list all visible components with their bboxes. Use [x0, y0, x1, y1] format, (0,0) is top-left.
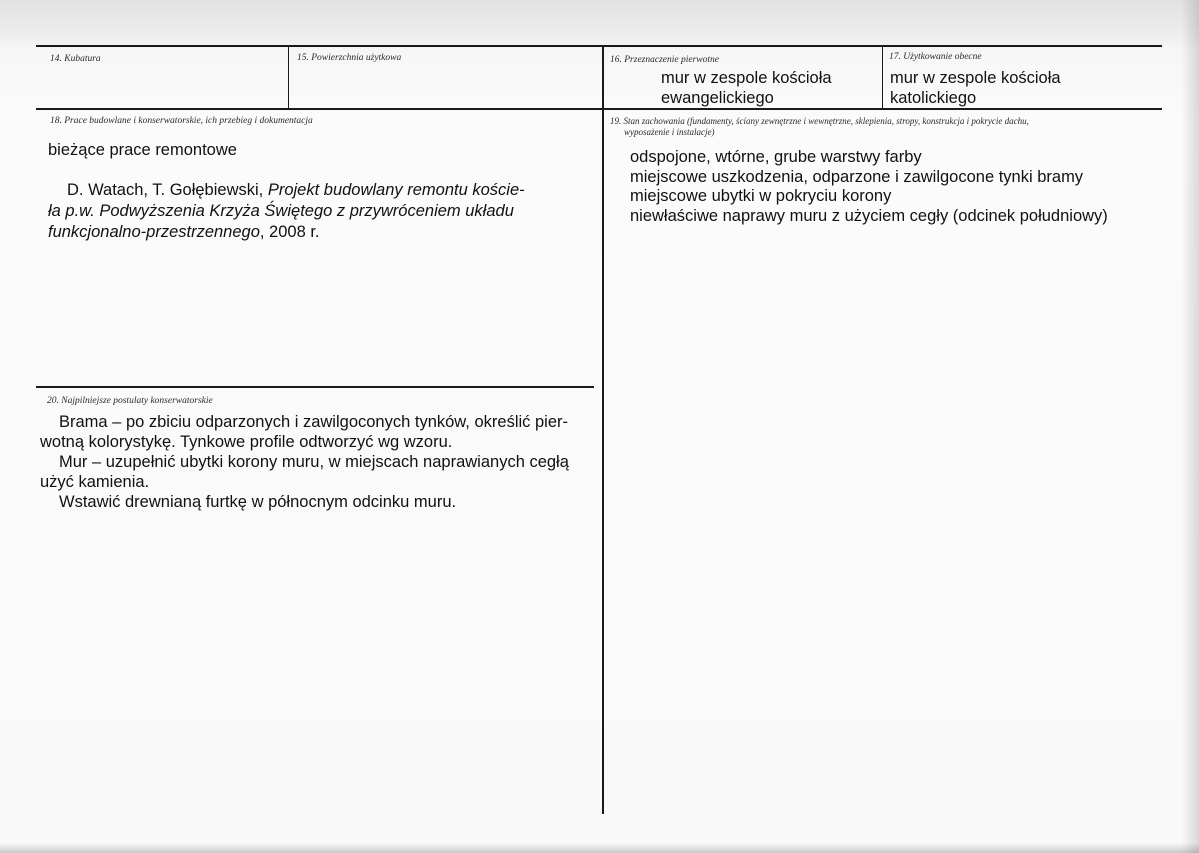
scan-edge-shadow — [1181, 0, 1199, 853]
reference-title-part-1: Projekt budowlany remontu koście- — [267, 181, 525, 199]
reference-title-part-3: funkcjonalno-przestrzennego — [48, 223, 260, 241]
postulate-line: Brama – po zbiciu odparzonych i zawilgoconych tynków, określić pier- — [59, 413, 568, 431]
postulate-line: użyć kamienia. — [40, 473, 150, 491]
scan-top-band — [0, 0, 1199, 46]
field-19-label-line-1: 19. Stan zachowania (fundamenty, ściany zewnętrzne i wewnętrzne, sklepienia, stropy, konstrukcja i pokrycie dachu, — [610, 116, 1029, 126]
field-19-value — [630, 148, 1108, 226]
reference-year: , 2008 r. — [259, 223, 320, 241]
field-17-value-line-1: mur w zespole kościoła — [890, 69, 1061, 87]
postulate-line: wotną kolorystykę. Tynkowe profile odtworzyć wg wzoru. — [40, 433, 453, 451]
condition-line: miejscowe ubytki w pokryciu korony — [630, 187, 892, 205]
col-divider-14-15 — [288, 46, 289, 109]
field20-top-rule — [36, 386, 594, 388]
condition-line: miejscowe uszkodzenia, odparzone i zawilgocone tynki bramy — [630, 167, 1084, 186]
row1-bottom-rule — [36, 108, 1162, 110]
field-18-reference-line-3 — [48, 223, 320, 243]
field-18-intro: bieżące prace remontowe — [48, 141, 237, 159]
field-14-label: 14. Kubatura — [50, 54, 101, 64]
field-17-value-line-2: katolickiego — [890, 89, 977, 107]
field-18-label: 18. Prace budowlane i konserwatorskie, ich przebieg i dokumentacja — [50, 116, 313, 126]
field-19-label-line-2: wyposażenie i instalacje) — [624, 127, 715, 137]
reference-authors: D. Watach, T. Gołębiewski, — [67, 181, 268, 199]
field-20-label: 20. Najpilniejsze postulaty konserwatorskie — [47, 396, 213, 406]
postulate-line: Mur – uzupełnić ubytki korony muru, w miejscach naprawianych cegłą — [59, 453, 569, 471]
field-16-label: 16. Przeznaczenie pierwotne — [610, 55, 719, 65]
field-18-reference-line-2 — [48, 202, 514, 222]
field-16-value-line-1: mur w zespole kościoła — [661, 69, 832, 87]
top-rule — [36, 45, 1162, 47]
condition-line: odspojone, wtórne, grube warstwy farby — [630, 148, 922, 166]
field-18-reference-line-1 — [67, 181, 525, 201]
field-17-label: 17. Użytkowanie obecne — [889, 52, 982, 62]
center-divider — [602, 46, 604, 814]
field-15-label: 15. Powierzchnia użytkowa — [297, 53, 402, 63]
condition-line: niewłaściwe naprawy muru z użyciem cegły (odcinek południowy) — [630, 206, 1108, 225]
postulate-line: Wstawić drewnianą furtkę w północnym odcinku muru. — [59, 493, 457, 511]
field-16-value-line-2: ewangelickiego — [661, 89, 774, 107]
scan-bottom-shadow — [0, 843, 1199, 853]
col-divider-16-17 — [882, 46, 883, 109]
reference-title-part-2: ła p.w. Podwyższenia Krzyża Świętego z przywróceniem układu — [48, 202, 514, 220]
